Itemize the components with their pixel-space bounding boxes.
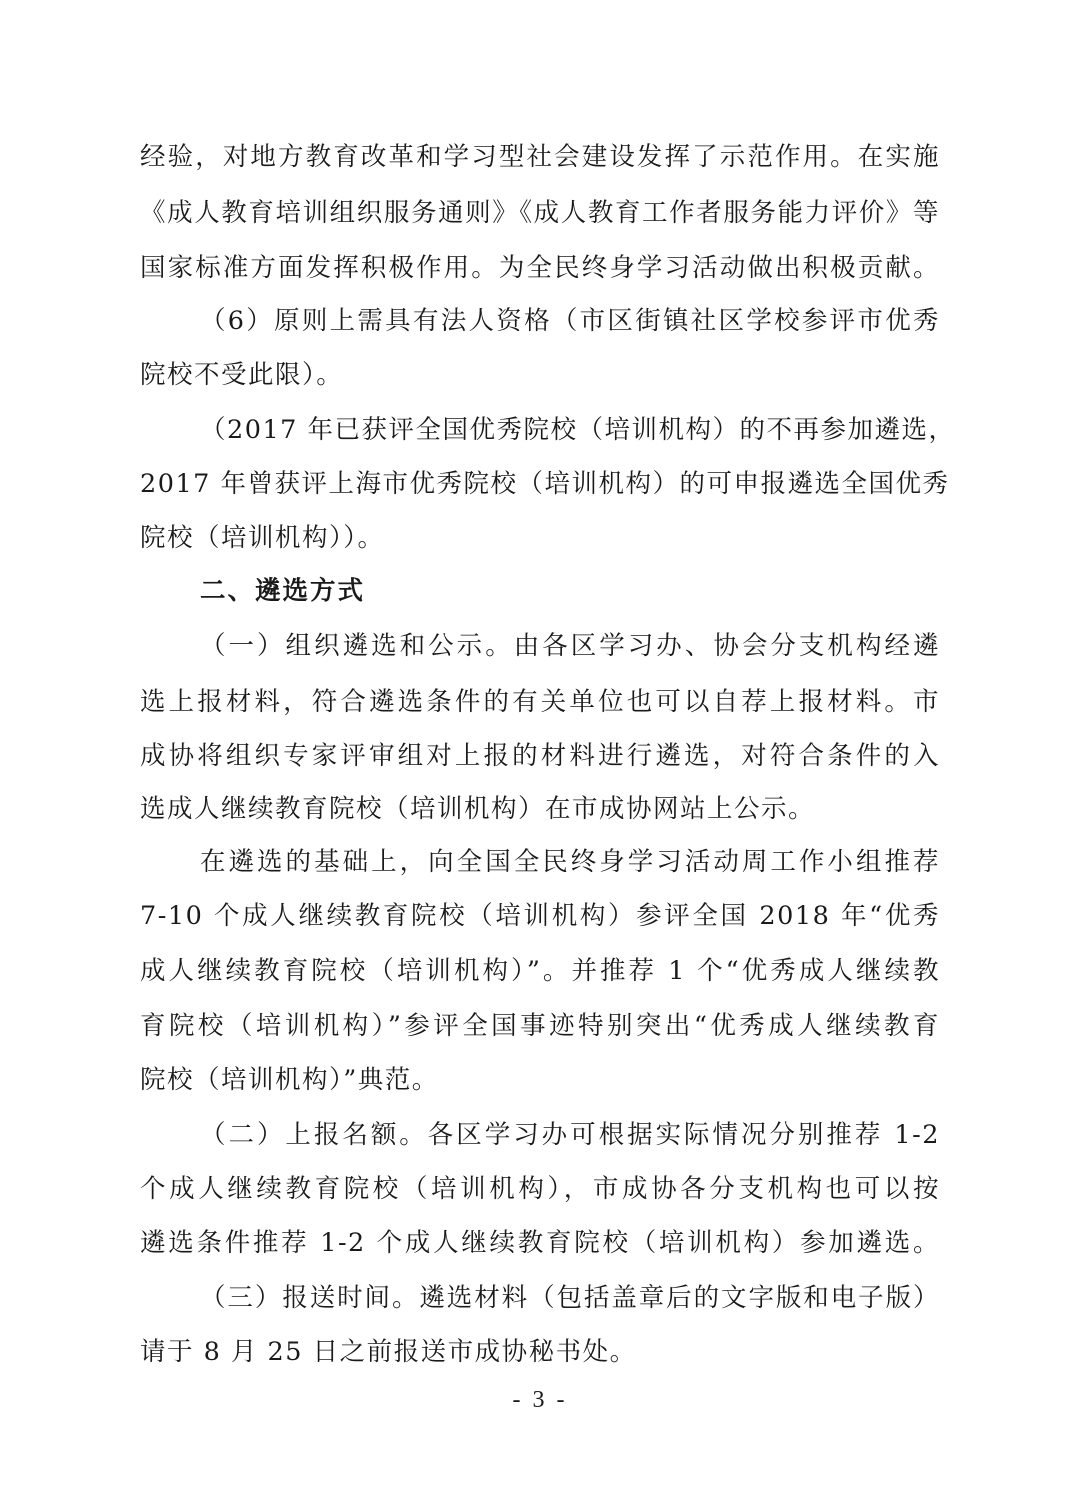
body-text-line: 遴选条件推荐 1-2 个成人继续教育院校（培训机构）参加遴选。 [140, 1228, 940, 1258]
body-text-line: 院校（培训机构））。 [140, 523, 385, 553]
body-text-line: 院校不受此限）。 [140, 360, 344, 390]
body-text-line: 成协将组织专家评审组对上报的材料进行遴选，对符合条件的入 [140, 741, 940, 771]
body-text-line: （三）报送时间。遴选材料（包括盖章后的文字版和电子版） [200, 1283, 940, 1313]
body-text-line: 2017 年曾获评上海市优秀院校（培训机构）的可申报遴选全国优秀 [140, 469, 950, 499]
body-text-line: 国家标准方面发挥积极作用。为全民终身学习活动做出积极贡献。 [140, 253, 940, 283]
body-text-line: 育院校（培训机构）”参评全国事迹特别突出“优秀成人继续教育 [140, 1011, 940, 1041]
body-text-line: （6）原则上需具有法人资格（市区街镇社区学校参评市优秀 [200, 306, 940, 336]
body-text-line: 《成人教育培训组织服务通则》《成人教育工作者服务能力评价》等 [140, 198, 940, 228]
body-text-line: 请于 8 月 25 日之前报送市成协秘书处。 [140, 1337, 637, 1367]
body-text-line: 7-10 个成人继续教育院校（培训机构）参评全国 2018 年“优秀 [140, 901, 940, 931]
page-number: - 3 - [512, 1387, 568, 1413]
body-text-line: 在遴选的基础上，向全国全民终身学习活动周工作小组推荐 [200, 847, 940, 877]
body-text-line: （2017 年已获评全国优秀院校（培训机构）的不再参加遴选， [200, 415, 956, 445]
body-text-line: 经验，对地方教育改革和学习型社会建设发挥了示范作用。在实施 [140, 142, 940, 172]
body-text-line: 选成人继续教育院校（培训机构）在市成协网站上公示。 [140, 794, 816, 824]
body-text-line: 选上报材料，符合遴选条件的有关单位也可以自荐上报材料。市 [140, 687, 940, 717]
body-text-line: 成人继续教育院校（培训机构）”。并推荐 1 个“优秀成人继续教 [140, 956, 940, 986]
body-text-line: 院校（培训机构）”典范。 [140, 1065, 439, 1095]
section-heading: 二、遴选方式 [200, 576, 366, 606]
body-text-line: （一）组织遴选和公示。由各区学习办、协会分支机构经遴 [200, 631, 940, 661]
body-text-line: （二）上报名额。各区学习办可根据实际情况分别推荐 1-2 [200, 1120, 940, 1150]
body-text-line: 个成人继续教育院校（培训机构），市成协各分支机构也可以按 [140, 1174, 940, 1204]
